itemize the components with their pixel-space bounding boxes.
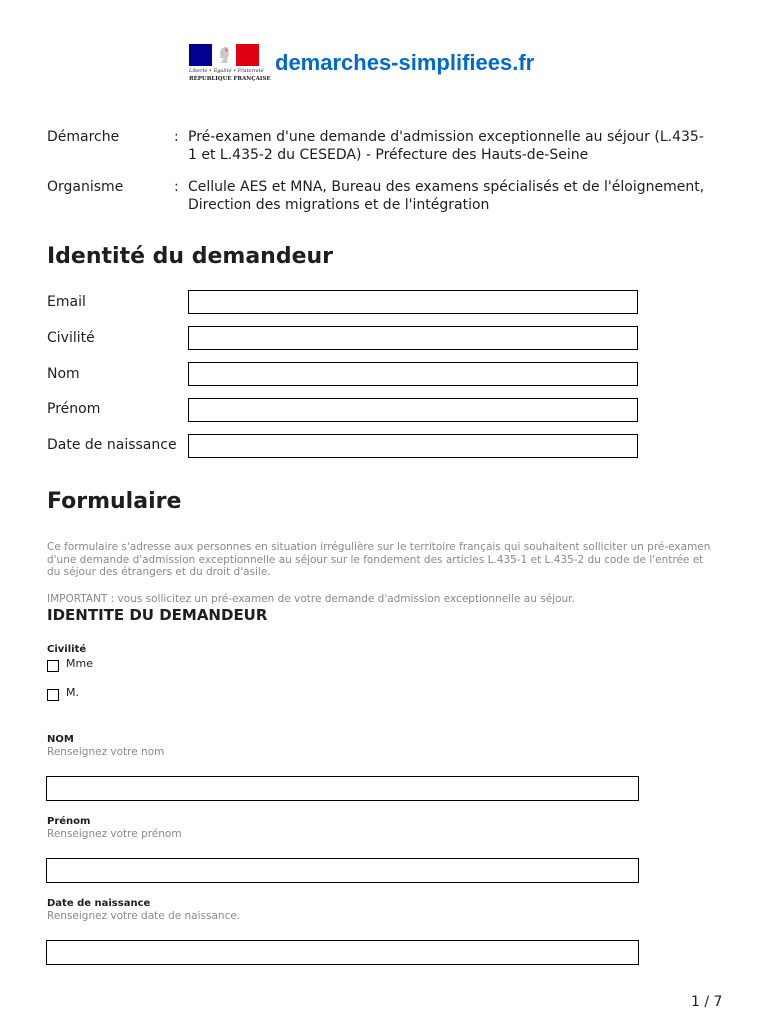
- date-naissance-question-label: Date de naissance: [47, 898, 151, 909]
- identity-section-title: Identité du demandeur: [47, 244, 334, 269]
- email-label: Email: [47, 294, 86, 310]
- nom-input[interactable]: [46, 776, 639, 801]
- option-mme-label: Mme: [66, 657, 93, 670]
- date-naissance-field[interactable]: [188, 434, 638, 458]
- tricolor-flag-icon: [189, 44, 259, 66]
- prenom-label: Prénom: [47, 401, 101, 417]
- form-subtitle: IDENTITE DU DEMANDEUR: [47, 606, 268, 624]
- organisme-value: Cellule AES et MNA, Bureau des examens spécialisés et de l'éloignement, Direction des migrations et de l'intégration: [188, 179, 705, 213]
- email-field[interactable]: [188, 290, 638, 314]
- separator: :: [174, 129, 179, 145]
- option-m-label: M.: [66, 686, 79, 699]
- form-intro: Ce formulaire s'adresse aux personnes en situation irrégulière sur le territoire français qui souhaitent solliciter un pré-examen d'une demande d'admission exceptionnelle au séjour sur le fondement des articles L.435-1 et L.435-2 du code de l'entrée et du séjour des étrangers et du droit d'asile.: [47, 541, 711, 578]
- form-important-note: IMPORTANT : vous sollicitez un pré-examen de votre demande d'admission exceptionnelle au séjour.: [47, 593, 575, 605]
- demarche-value: Pré-examen d'une demande d'admission exceptionnelle au séjour (L.435-1 et L.435-2 du CESEDA) - Préfecture des Hauts-de-Seine: [188, 129, 704, 163]
- nom-field[interactable]: [188, 362, 638, 386]
- demarche-label: Démarche: [47, 129, 120, 145]
- marianne-profile-icon: [217, 46, 231, 64]
- checkbox-mme[interactable]: [47, 660, 59, 672]
- page-number: 1 / 7: [691, 994, 723, 1010]
- prenom-input[interactable]: [46, 858, 639, 883]
- civilite-field[interactable]: [188, 326, 638, 350]
- prenom-hint: Renseignez votre prénom: [47, 828, 182, 840]
- form-section-title: Formulaire: [47, 489, 182, 514]
- checkbox-m[interactable]: [47, 689, 59, 701]
- site-name: demarches-simplifiees.fr: [275, 50, 535, 75]
- motto: Liberté • Égalité • Fraternité: [189, 68, 264, 74]
- marianne-logo: [189, 44, 271, 84]
- nom-label: Nom: [47, 366, 80, 382]
- separator: :: [174, 179, 179, 195]
- civilite-label: Civilité: [47, 330, 95, 346]
- republic-label: RÉPUBLIQUE FRANÇAISE: [189, 76, 271, 82]
- date-naissance-hint: Renseignez votre date de naissance.: [47, 910, 241, 922]
- nom-question-label: NOM: [47, 734, 74, 745]
- organisme-label: Organisme: [47, 179, 124, 195]
- prenom-field[interactable]: [188, 398, 638, 422]
- date-naissance-label: Date de naissance: [47, 437, 177, 453]
- civilite-question-label: Civilité: [47, 644, 87, 655]
- nom-hint: Renseignez votre nom: [47, 746, 165, 758]
- date-naissance-input[interactable]: [46, 940, 639, 965]
- prenom-question-label: Prénom: [47, 816, 91, 827]
